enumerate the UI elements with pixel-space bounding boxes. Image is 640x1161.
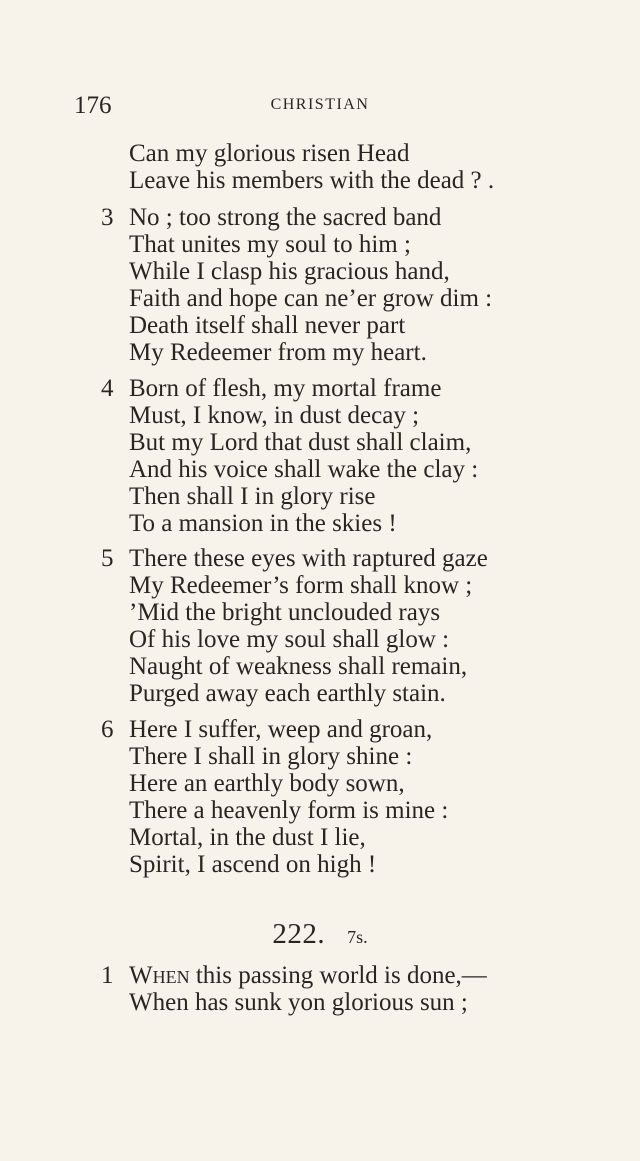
verse-line: My Redeemer from my heart. xyxy=(129,339,427,366)
verse-line: Mortal, in the dust I lie, xyxy=(129,824,366,851)
stanza-number: 3 xyxy=(101,204,114,231)
verse-line: Death itself shall never part xyxy=(129,312,406,339)
verse-line: There these eyes with raptured gaze xyxy=(129,545,488,572)
verse-line: Here an earthly body sown, xyxy=(129,770,405,797)
first-line-rest: this passing world is done,— xyxy=(189,962,487,989)
verse-line: Born of flesh, my mortal frame xyxy=(129,375,442,402)
verse-line: To a mansion in the skies ! xyxy=(129,510,397,537)
page-number: 176 xyxy=(74,92,112,119)
verse-line: When has sunk yon glorious sun ; xyxy=(129,989,468,1016)
hymn-heading xyxy=(0,918,640,951)
verse-line: Then shall I in glory rise xyxy=(129,483,376,510)
hymn-number: 222. xyxy=(272,918,326,950)
first-word: When xyxy=(129,962,190,989)
verse-line: Leave his members with the dead ? . xyxy=(129,167,495,194)
stanza-number: 6 xyxy=(101,716,114,743)
stanza-number: 4 xyxy=(101,375,114,402)
page-header xyxy=(0,92,640,122)
hymn-meter: 7s. xyxy=(347,927,368,947)
verse-line: Spirit, I ascend on high ! xyxy=(129,851,377,878)
verse-line: ’Mid the bright unclouded rays xyxy=(129,599,441,626)
verse-line xyxy=(129,962,487,989)
running-head: CHRISTIAN xyxy=(270,96,370,113)
verse-line: Here I suffer, weep and groan, xyxy=(129,716,433,743)
stanza-number: 5 xyxy=(101,545,114,572)
verse-line: Of his love my soul shall glow : xyxy=(129,626,450,653)
verse-line: Naught of weakness shall remain, xyxy=(129,653,468,680)
verse-line: My Redeemer’s form shall know ; xyxy=(129,572,473,599)
verse-line: That unites my soul to him ; xyxy=(129,231,411,258)
verse-line: Can my glorious risen Head xyxy=(129,140,410,167)
verse-line: There a heavenly form is mine : xyxy=(129,797,449,824)
verse-line: And his voice shall wake the clay : xyxy=(129,456,479,483)
verse-line: No ; too strong the sacred band xyxy=(129,204,442,231)
verse-line: Must, I know, in dust decay ; xyxy=(129,402,420,429)
verse-line: Purged away each earthly stain. xyxy=(129,680,446,707)
verse-line: There I shall in glory shine : xyxy=(129,743,413,770)
verse-line: But my Lord that dust shall claim, xyxy=(129,429,472,456)
verse-line: While I clasp his gracious hand, xyxy=(129,258,450,285)
stanza-number: 1 xyxy=(101,962,114,989)
verse-line: Faith and hope can ne’er grow dim : xyxy=(129,285,493,312)
